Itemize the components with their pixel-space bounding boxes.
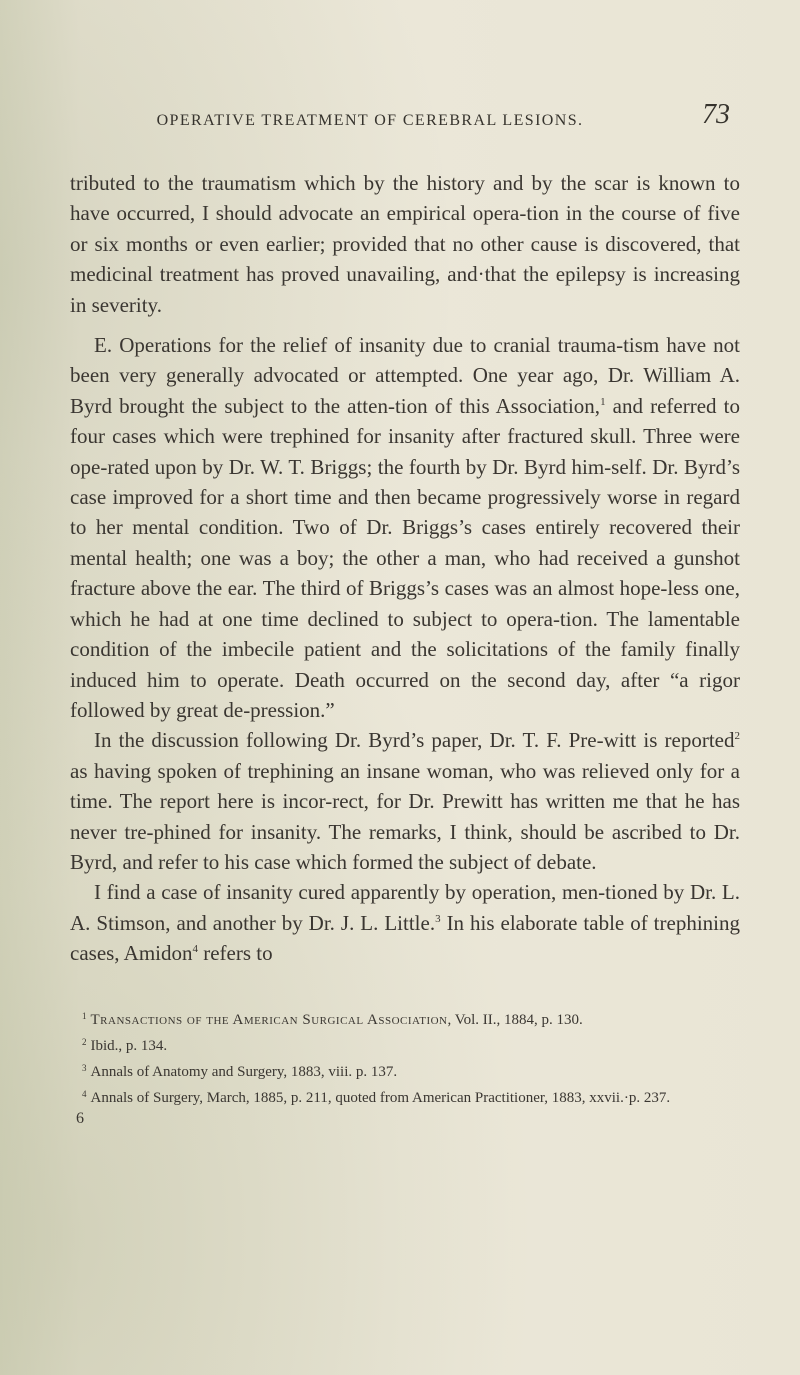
signature-mark: 6 — [76, 1110, 84, 1127]
paragraph-1: tributed to the traumatism which by the history and by the scar is known to have occurred, I should advocate an empirical opera-tion in the course of five or six months or even earlier; provided that no other cause is discovered, that medicinal treatment has proved unavailing, and·that the epilepsy is increasing in severity. — [70, 171, 740, 317]
paragraph-4-text-b: In his elaborate table of trephining cases, Amidon — [70, 910, 740, 966]
footnote-1 — [70, 1005, 735, 1031]
footnote-mark: 2 — [82, 1037, 87, 1047]
page-number: 73 — [702, 99, 730, 130]
footnote-4 — [70, 1083, 735, 1109]
footnote-source: Transactions of the American Surgical Association — [90, 1012, 448, 1028]
footnote-text: Annals of Surgery, March, 1885, p. 211, quoted from American Practitioner, 1883, xxvii.·p. 237. — [90, 1090, 671, 1106]
paragraph-2-text-a: E. Operations for the relief of insanity due to cranial trauma-tism have not been very generally advocated or attempted. One year ago, Dr. William A. Byrd brought the subject to the atten-tion of this Association, — [70, 333, 740, 418]
paragraph-4-text-c: refers to — [197, 941, 273, 966]
page-header — [70, 92, 740, 132]
footnote-2 — [70, 1031, 735, 1057]
footnote-3 — [70, 1057, 735, 1083]
footnote-text: Ibid., p. 134. — [90, 1038, 168, 1054]
footnote-ref-4: 4 — [192, 943, 198, 956]
footnote-text: , Vol. II., 1884, p. 130. — [447, 1012, 583, 1028]
paragraph-3-text-b: as having spoken of trephining an insane woman, who was relieved only for a time. The report here is incor-rect, for Dr. Prewitt has written me that he has never tre-phined for insanity. The remarks, I think, should be ascribed to Dr. Byrd, and refer to his case which formed the subject of debate. — [70, 758, 740, 874]
body-text — [70, 168, 740, 969]
footnote-mark: 3 — [82, 1063, 87, 1073]
paragraph-3-text-a: In the discussion following Dr. Byrd’s paper, Dr. T. F. Pre-witt is reported — [94, 728, 735, 753]
footnote-ref-3: 3 — [435, 912, 441, 925]
footnotes — [70, 1005, 735, 1129]
footnote-text: Annals of Anatomy and Surgery, 1883, viii. p. 137. — [90, 1064, 398, 1080]
footnote-mark: 1 — [82, 1011, 87, 1021]
footnote-ref-2: 2 — [734, 730, 740, 743]
paragraph-4-text-a: I find a case of insanity cured apparently by operation, men-tioned by Dr. L. A. Stimson, and another by Dr. J. L. Little. — [70, 880, 740, 935]
paragraph-4 — [70, 877, 740, 968]
paragraph-3 — [70, 725, 740, 877]
paragraph-2 — [70, 330, 740, 725]
paragraph-2-text-b: and referred to four cases which were trephined for insanity after fractured skull. Three were ope-rated upon by Dr. W. T. Briggs; the fourth by Dr. Byrd him-self. Dr. Byrd’s case improved for a short time and then became progressively worse in regard to her mental condition. Two of Dr. Briggs’s cases entirely recovered their mental health; one was a boy; the other a man, who had received a gunshot fracture above the ear. The third of Briggs’s cases was an almost hope-less one, which he had at one time declined to subject to opera-tion. The lamentable condition of the imbecile patient and the solicitations of the family finally induced him to operate. Death occurred on the second day, after “a rigor followed by great de-pression.” — [70, 393, 741, 722]
running-head: OPERATIVE TREATMENT OF CEREBRAL LESIONS. — [156, 112, 584, 129]
footnote-mark: 4 — [82, 1089, 87, 1099]
footnote-ref-1: 1 — [600, 395, 606, 408]
